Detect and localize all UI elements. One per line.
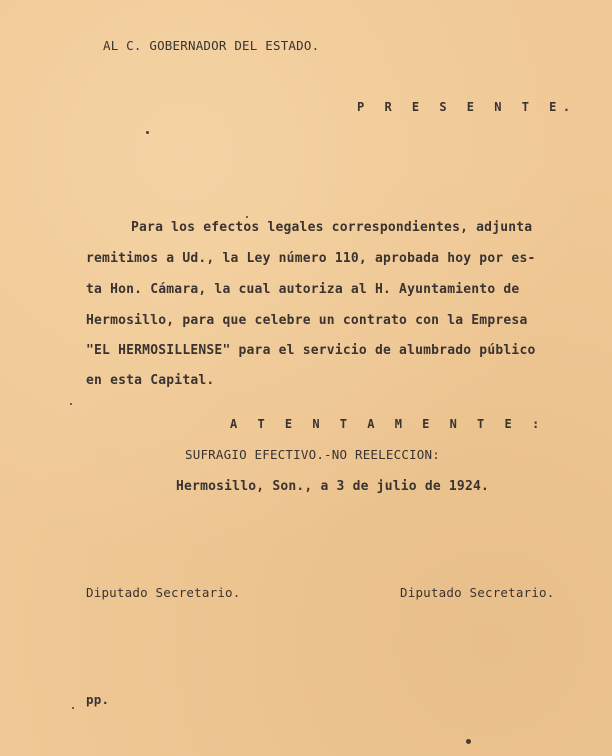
paper-speck <box>246 216 248 218</box>
body-line: "EL HERMOSILLENSE" para el servicio de alumbrado público <box>86 343 536 358</box>
addressee-line: AL C. GOBERNADOR DEL ESTADO. <box>103 38 320 53</box>
body-line: Para los efectos legales correspondientes, adjunta <box>131 220 533 235</box>
signature-right: Diputado Secretario. <box>400 585 555 600</box>
body-line: Hermosillo, para que celebre un contrato con la Empresa <box>86 313 528 328</box>
body-line: remitimos a Ud., la Ley número 110, aprobada hoy por es- <box>86 251 536 266</box>
signature-left: Diputado Secretario. <box>86 585 241 600</box>
body-line: ta Hon. Cámara, la cual autoriza al H. Ayuntamiento de <box>86 282 520 297</box>
salutation: P R E S E N T E. <box>357 100 577 114</box>
place-date-line: Hermosillo, Son., a 3 de julio de 1924. <box>176 479 490 494</box>
paper-speck <box>146 131 149 134</box>
closing-atentamente: A T E N T A M E N T E : <box>230 417 546 431</box>
body-line: en esta Capital. <box>86 373 215 388</box>
initials: pp. <box>86 692 110 707</box>
paper-speck <box>72 707 74 709</box>
motto-line: SUFRAGIO EFECTIVO.-NO REELECCION: <box>185 447 440 462</box>
paper-speck <box>70 403 72 405</box>
paper-speck <box>466 739 471 744</box>
